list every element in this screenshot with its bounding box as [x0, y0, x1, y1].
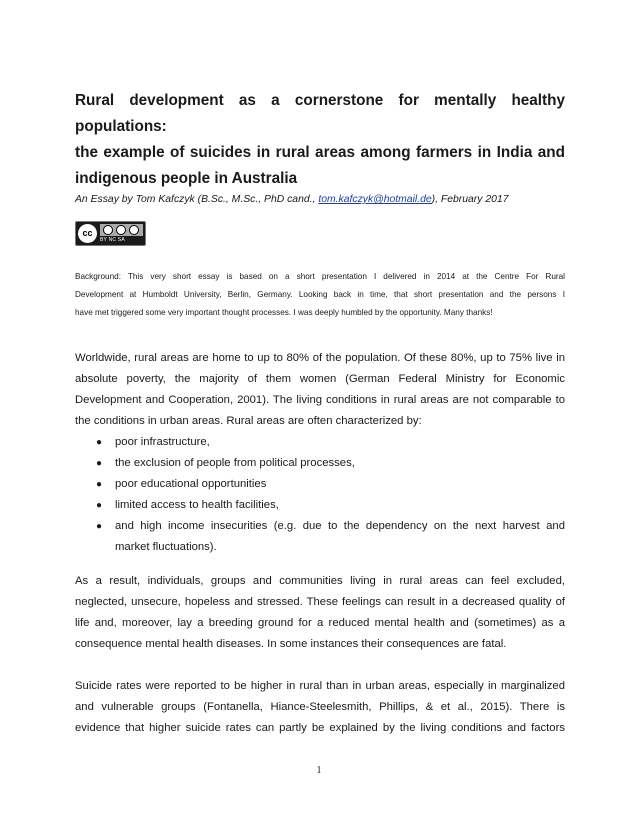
list-item — [75, 453, 565, 474]
list-item — [75, 474, 565, 495]
paragraph-line: evidence that higher suicide rates can partly be explained by the living conditions and factors — [75, 722, 565, 734]
attribution-icon — [103, 225, 113, 235]
license-labels: BY NC SA — [100, 237, 125, 243]
bullet-icon: ● — [96, 479, 103, 490]
title-line: indigenous people in Australia — [75, 170, 298, 187]
paragraph-line: Worldwide, rural areas are home to up to 80% of the population. Of these 80%, up to 75% live in — [75, 352, 565, 364]
list-item-text: poor educational opportunities — [115, 478, 267, 490]
bullet-icon: ● — [96, 458, 103, 469]
paragraph-3 — [75, 676, 565, 739]
paragraph-line: the conditions in urban areas. Rural areas are often characterized by: — [75, 415, 422, 427]
paragraph-line: Suicide rates were reported to be higher in rural than in urban areas, especially in marginalized — [75, 680, 565, 692]
list-item — [75, 516, 565, 558]
title-line: the example of suicides in rural areas among farmers in India and — [75, 144, 565, 161]
list-item-text: market fluctuations). — [115, 541, 217, 553]
paragraph-line: life and, moreover, lay a breeding ground for a reduced mental health and (sometimes) as a — [75, 617, 565, 629]
bullet-icon: ● — [96, 500, 103, 511]
paragraph-line: consequence mental health diseases. In some instances their consequences are fatal. — [75, 638, 507, 650]
author-line — [75, 193, 565, 207]
paragraph-line: As a result, individuals, groups and communities living in rural areas can feel excluded, — [75, 575, 565, 587]
background-note — [75, 268, 565, 322]
background-line: Background: This very short essay is based on a short presentation I delivered in 2014 at the Centre For Rural — [75, 272, 565, 281]
list-item-text: poor infrastructure, — [115, 436, 210, 448]
noncommercial-icon — [116, 225, 126, 235]
paragraph-line: and vulnerable groups (Fontanella, Hiance-Steelesmith, Phillips, & et al., 2015). There is — [75, 701, 565, 713]
list-item-text: the exclusion of people from political processes, — [115, 457, 355, 469]
list-item — [75, 432, 565, 453]
sharealike-icon — [129, 225, 139, 235]
license-icons-strip — [100, 224, 143, 236]
essay-title — [75, 88, 565, 192]
cc-logo: cc — [78, 224, 97, 243]
author-email-link[interactable]: tom.kafczyk@hotmail.de — [318, 194, 432, 205]
background-line: have met triggered some very important thought processes. I was deeply humbled by the opportunity. Many thanks! — [75, 308, 493, 317]
list-item-text: and high income insecurities (e.g. due to the dependency on the next harvest and — [115, 520, 565, 532]
creative-commons-by-nc-sa-icon[interactable] — [75, 221, 146, 246]
paragraph-2 — [75, 571, 565, 655]
paragraph-line: absolute poverty, the majority of them women (German Federal Ministry for Economic — [75, 373, 565, 385]
bullet-icon: ● — [96, 521, 103, 532]
author-suffix: ), February 2017 — [431, 194, 509, 205]
list-item — [75, 495, 565, 516]
author-prefix: An Essay by Tom Kafczyk (B.Sc., M.Sc., PhD cand., — [75, 194, 319, 205]
paragraph-line: Development and Cooperation, 2001). The living conditions in rural areas are not comparable to — [75, 394, 565, 406]
title-line: Rural development as a cornerstone for mentally healthy populations: — [75, 92, 565, 135]
paragraph-line: neglected, unsecure, hopeless and stressed. These feelings can result in a decreased quality of — [75, 596, 565, 608]
paragraph-1 — [75, 348, 565, 432]
page-number: 1 — [316, 765, 322, 776]
bullet-icon: ● — [96, 437, 103, 448]
list-item-text: limited access to health facilities, — [115, 499, 279, 511]
background-line: Development at Humboldt University, Berlin, Germany. Looking back in time, that short presentation and the persons I — [75, 290, 565, 299]
characteristics-list — [75, 432, 565, 558]
